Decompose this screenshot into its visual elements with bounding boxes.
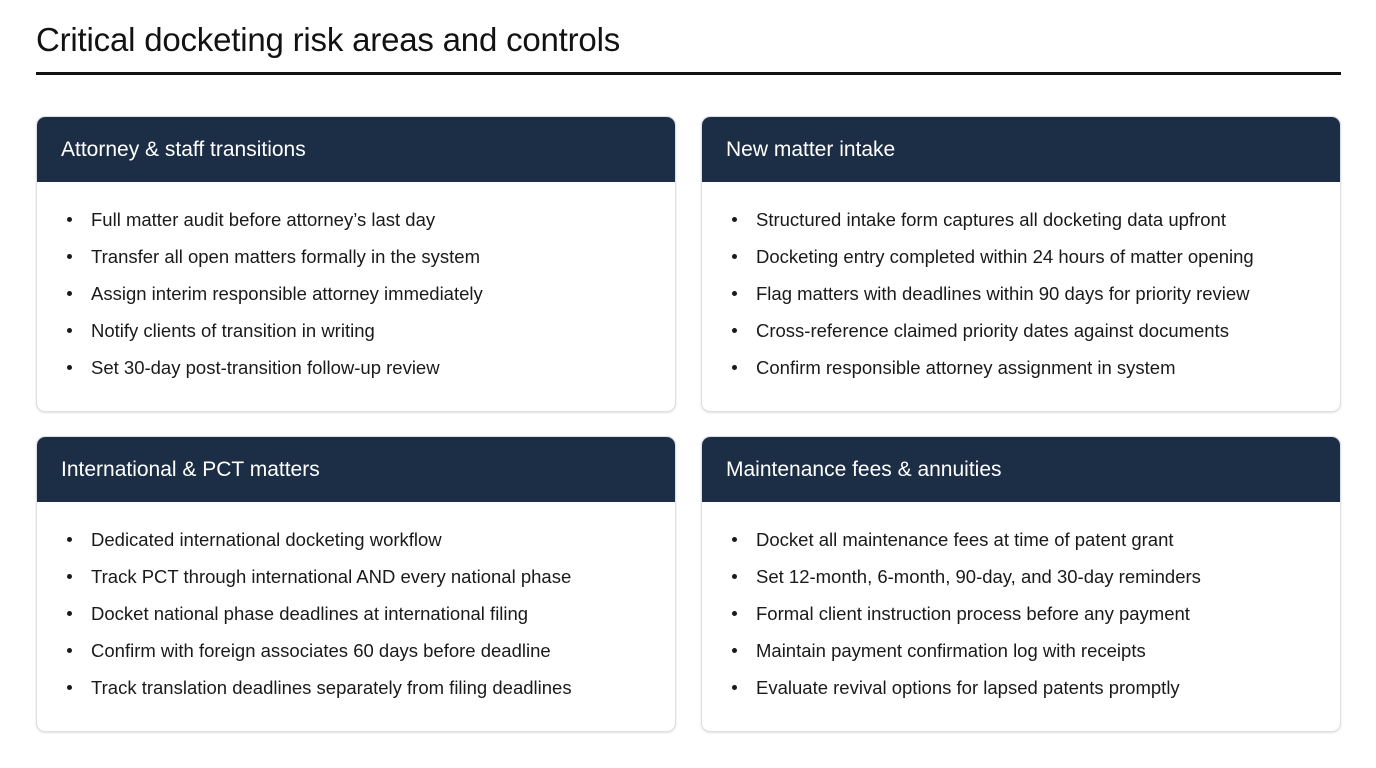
card-header [37, 117, 675, 182]
list-item: Set 12-month, 6-month, 90-day, and 30-day reminders [726, 565, 1316, 589]
card-title: International & PCT matters [61, 457, 320, 481]
page-title: Critical docketing risk areas and controls [36, 21, 621, 58]
card-header [702, 437, 1340, 502]
list-item: Formal client instruction process before any payment [726, 602, 1316, 626]
list-item: Evaluate revival options for lapsed patents promptly [726, 676, 1316, 700]
list-item: Cross-reference claimed priority dates against documents [726, 319, 1316, 343]
list-item: Structured intake form captures all docketing data upfront [726, 208, 1316, 232]
card-maintenance-fees-annuities [701, 436, 1341, 732]
card-attorney-staff-transitions [36, 116, 676, 412]
bullet-list [61, 208, 651, 380]
card-title: Attorney & staff transitions [61, 137, 306, 161]
card-grid [36, 116, 1341, 732]
card-header [702, 117, 1340, 182]
list-item: Set 30-day post-transition follow-up review [61, 356, 651, 380]
list-item: Assign interim responsible attorney immediately [61, 282, 651, 306]
card-body [37, 502, 675, 731]
list-item: Transfer all open matters formally in the system [61, 245, 651, 269]
list-item: Track translation deadlines separately from filing deadlines [61, 676, 651, 700]
list-item: Full matter audit before attorney’s last day [61, 208, 651, 232]
card-title: Maintenance fees & annuities [726, 457, 1002, 481]
card-title: New matter intake [726, 137, 896, 161]
card-new-matter-intake [701, 116, 1341, 412]
list-item: Flag matters with deadlines within 90 days for priority review [726, 282, 1316, 306]
list-item: Docket national phase deadlines at international filing [61, 602, 651, 626]
list-item: Docketing entry completed within 24 hours of matter opening [726, 245, 1316, 269]
bullet-list [61, 528, 651, 700]
list-item: Confirm responsible attorney assignment in system [726, 356, 1316, 380]
title-block [36, 20, 1341, 75]
list-item: Maintain payment confirmation log with receipts [726, 639, 1316, 663]
card-header [37, 437, 675, 502]
card-international-pct-matters [36, 436, 676, 732]
title-divider [36, 72, 1341, 75]
bullet-list [726, 208, 1316, 380]
card-body [702, 182, 1340, 411]
card-body [702, 502, 1340, 731]
list-item: Track PCT through international AND every national phase [61, 565, 651, 589]
bullet-list [726, 528, 1316, 700]
list-item: Confirm with foreign associates 60 days before deadline [61, 639, 651, 663]
card-body [37, 182, 675, 411]
list-item: Notify clients of transition in writing [61, 319, 651, 343]
list-item: Dedicated international docketing workflow [61, 528, 651, 552]
list-item: Docket all maintenance fees at time of patent grant [726, 528, 1316, 552]
